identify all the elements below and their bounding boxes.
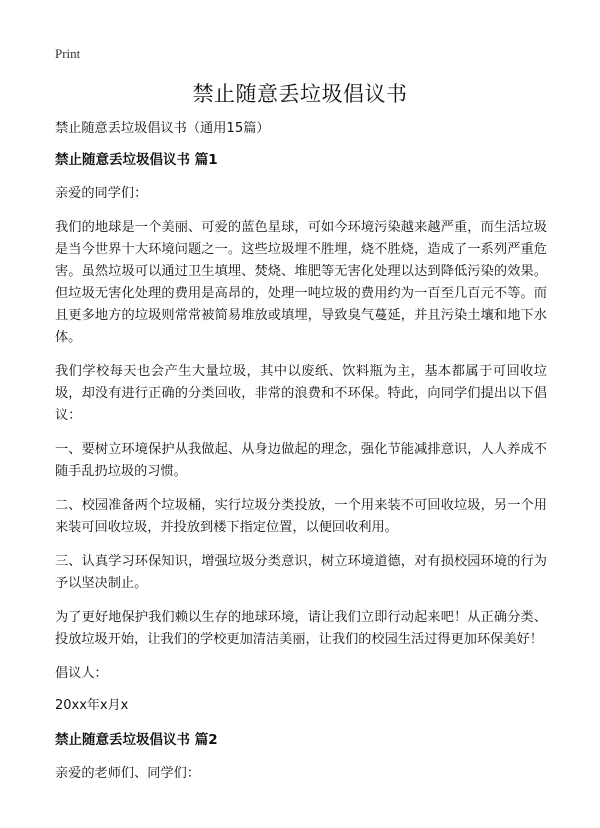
- paragraph: 三、认真学习环保知识，增强垃圾分类意识，树立环境道德，对有损校园环境的行为予以坚决制止。: [55, 554, 547, 591]
- paragraph: 一、要树立环境保护从我做起、从身边做起的理念，强化节能减排意识，人人养成不随手乱扔垃圾的习惯。: [55, 442, 547, 479]
- paragraph: 我们的地球是一个美丽、可爱的蓝色星球，可如今环境污染越来越严重，而生活垃圾是当今世界十大环境问题之一。这些垃圾埋不胜埋，烧不胜烧，造成了一系列严重危害。虽然垃圾可以通过卫生填埋、焚烧、堆肥等无害化处理以达到降低污染的效果。但垃圾无害化处理的费用是高昂的，处理一吨垃圾的费用约为一百至几百元不等。而且更多地方的垃圾则常常被简易堆放或填埋，导致臭气蔓延，并且污染土壤和地下水体。: [55, 220, 547, 345]
- section-heading-1: 禁止随意丢垃圾倡议书 篇1: [55, 152, 218, 168]
- paragraph: 二、校园准备两个垃圾桶，实行垃圾分类投放，一个用来装不可回收垃圾，另一个用来装可回收垃圾，并投放到楼下指定位置，以便回收利用。: [55, 498, 547, 535]
- document-body: [55, 118, 547, 797]
- paragraph: 我们学校每天也会产生大量垃圾，其中以废纸、饮料瓶为主，基本都属于可回收垃圾，却没有进行正确的分类回收，非常的浪费和不环保。特此，向同学们提出以下倡议：: [55, 364, 547, 423]
- document-subtitle: 禁止随意丢垃圾倡议书（通用15篇）: [55, 121, 270, 136]
- print-link[interactable]: Print: [55, 46, 81, 61]
- section-1-greeting: 亲爱的同学们：: [55, 186, 148, 201]
- section-heading-2: 禁止随意丢垃圾倡议书 篇2: [55, 732, 218, 748]
- paragraph: 为了更好地保护我们赖以生存的地球环境，请让我们立即行动起来吧！从正确分类、投放垃圾开始，让我们的学校更加清洁美丽，让我们的校园生活过得更加环保美好！: [55, 610, 547, 647]
- signature-line: 倡议人：: [55, 666, 108, 681]
- date-line: 20xx年x月x: [55, 698, 129, 713]
- page-title: 禁止随意丢垃圾倡议书: [192, 82, 408, 106]
- section-2-greeting: 亲爱的老师们、同学们：: [55, 766, 201, 781]
